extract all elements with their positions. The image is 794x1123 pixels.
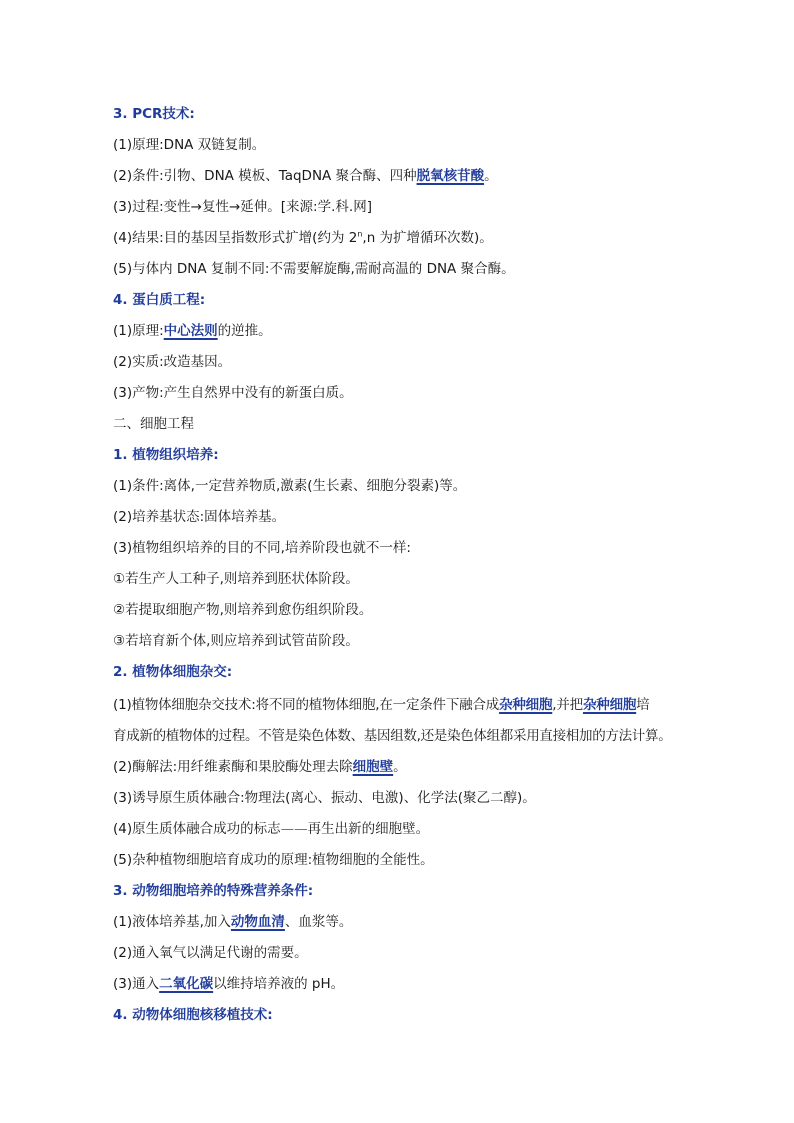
section-heading: 1. 植物组织培养: [113,447,219,463]
paragraph: (2)培养基状态:固体培养基。 [113,509,286,525]
text-run: 。 [393,759,407,775]
section-heading: 3. 动物细胞培养的特殊营养条件: [113,883,314,899]
paragraph: ②若提取细胞产物,则培养到愈伤组织阶段。 [113,602,373,618]
paragraph [113,166,704,186]
paragraph: (1)原理:DNA 双链复制。 [113,137,266,153]
text-run: 。 [484,168,498,184]
keyword-link[interactable]: 细胞壁 [352,759,394,775]
superscript: n [357,229,363,239]
paragraph: (5)与体内 DNA 复制不同:不需要解旋酶,需耐高温的 DNA 聚合酶。 [113,261,515,277]
paragraph: (1)条件:离体,一定营养物质,激素(生长素、细胞分裂素)等。 [113,478,467,494]
text-run: (4)原生质体融合成功的标志 [113,821,281,837]
paragraph: (3)产物:产生自然界中没有的新蛋白质。 [113,385,353,401]
paragraph [113,228,704,248]
paragraph: (5)杂种植物细胞培育成功的原理:植物细胞的全能性。 [113,852,434,868]
keyword-link[interactable]: 动物血清 [230,914,285,930]
paragraph: ③若培育新个体,则应培养到试管苗阶段。 [113,633,359,649]
paragraph [113,974,704,994]
dash: —— [280,821,308,837]
paragraph: (2)实质:改造基因。 [113,354,232,370]
text-run: (1)原理: [113,323,164,339]
text-run: 、血浆等。 [284,914,353,930]
text-run: 再生出新的细胞壁。 [307,821,430,837]
section-heading: 2. 植物体细胞杂交: [113,664,233,680]
text-run: ,并把 [552,697,583,713]
text-run: (2)酶解法:用纤维素酶和果胶酶处理去除 [113,759,353,775]
text-run: 以维持培养液的 pH。 [213,976,345,992]
paragraph [113,912,704,932]
text-run: (3)通入 [113,976,160,992]
text-run: ,n 为扩增循环次数)。 [362,230,493,246]
paragraph [113,321,704,341]
section-heading: 4. 动物体细胞核移植技术: [113,1007,273,1023]
text-run: (1)植物体细胞杂交技术:将不同的植物体细胞,在一定条件下融合成 [113,697,500,713]
text-run: (2)条件:引物、DNA 模板、TaqDNA 聚合酶、四种 [113,168,417,184]
paragraph: (3)过程:变性→复性→延伸。[来源:学.科.网] [113,199,372,215]
keyword-link[interactable]: 脱氧核苷酸 [416,168,485,184]
paragraph [113,695,704,715]
chapter-heading: 二、细胞工程 [113,416,194,432]
section-heading: 3. PCR技术: [113,106,195,122]
paragraph: (3)诱导原生质体融合:物理法(离心、振动、电激)、化学法(聚乙二醇)。 [113,790,536,806]
section-heading: 4. 蛋白质工程: [113,292,206,308]
paragraph [113,757,704,777]
paragraph: (3)植物组织培养的目的不同,培养阶段也就不一样: [113,540,411,556]
paragraph: ①若生产人工种子,则培养到胚状体阶段。 [113,571,359,587]
paragraph [113,819,704,839]
keyword-link[interactable]: 二氧化碳 [159,976,214,992]
text-run: 的逆推。 [217,323,272,339]
paragraph: 育成新的植物体的过程。不管是染色体数、基因组数,还是染色体组都采用直接相加的方法计算。 [113,728,672,744]
text-run: (4)结果:目的基因呈指数形式扩增(约为 2 [113,230,358,246]
paragraph: (2)通入氧气以满足代谢的需要。 [113,945,308,961]
keyword-link[interactable]: 杂种细胞 [582,697,637,713]
text-run: 培 [636,697,650,713]
keyword-link[interactable]: 杂种细胞 [499,697,553,713]
text-run: (1)液体培养基,加入 [113,914,231,930]
keyword-link[interactable]: 中心法则 [163,323,218,339]
